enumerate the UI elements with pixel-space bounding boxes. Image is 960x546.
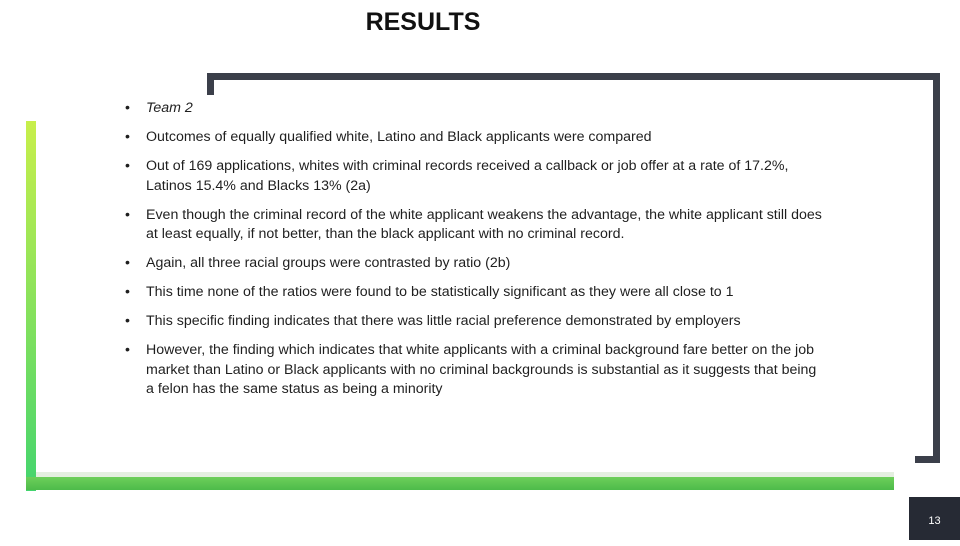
bullet-icon: • (125, 100, 130, 116)
bullet-text: This time none of the ratios were found to be statistically significant as they were all close to 1 (146, 284, 734, 300)
frame-right-bar (933, 73, 940, 463)
slide-title: RESULTS (365, 8, 481, 36)
bullet-icon: • (125, 284, 130, 300)
list-item (125, 254, 825, 274)
frame-bottom-stub (915, 456, 940, 463)
bullet-icon: • (125, 129, 130, 145)
bullet-text: Outcomes of equally qualified white, Latino and Black applicants were compared (146, 129, 652, 145)
bullet-text: This specific finding indicates that there was little racial preference demonstrated by employers (146, 313, 741, 329)
bullet-text: Out of 169 applications, whites with criminal records received a callback or job offer at a rate of 17.2%, Latinos 15.4% and Blacks 13% (2a) (146, 158, 789, 194)
frame-top-bar (207, 73, 940, 80)
bullet-text: Again, all three racial groups were contrasted by ratio (2b) (146, 255, 511, 271)
list-item (125, 283, 825, 303)
list-item (125, 341, 825, 400)
bullet-text: Team 2 (146, 100, 193, 116)
bullet-icon: • (125, 255, 130, 271)
bullet-icon: • (125, 158, 130, 174)
page-number: 13 (909, 497, 960, 540)
list-item (125, 99, 825, 119)
list-item (125, 312, 825, 332)
list-item (125, 157, 825, 196)
list-item (125, 206, 825, 245)
list-item (125, 128, 825, 148)
bullet-icon: • (125, 206, 130, 223)
bullet-icon: • (125, 313, 130, 329)
green-accent-bottom (26, 477, 894, 490)
frame-left-stub (207, 73, 214, 95)
bullet-text: Even though the criminal record of the white applicant weakens the advantage, the white applicant still does at least equally, if not better, than the black applicant with no criminal record. (146, 206, 822, 242)
bullet-list (125, 99, 825, 409)
green-accent-left (26, 121, 36, 491)
bullet-text: However, the finding which indicates that white applicants with a criminal background fare better on the job market than Latino or Black applicants with no criminal backgrounds is substantial as it suggests that being a felon has the same status as being a minority (146, 342, 817, 397)
bullet-icon: • (125, 342, 130, 358)
